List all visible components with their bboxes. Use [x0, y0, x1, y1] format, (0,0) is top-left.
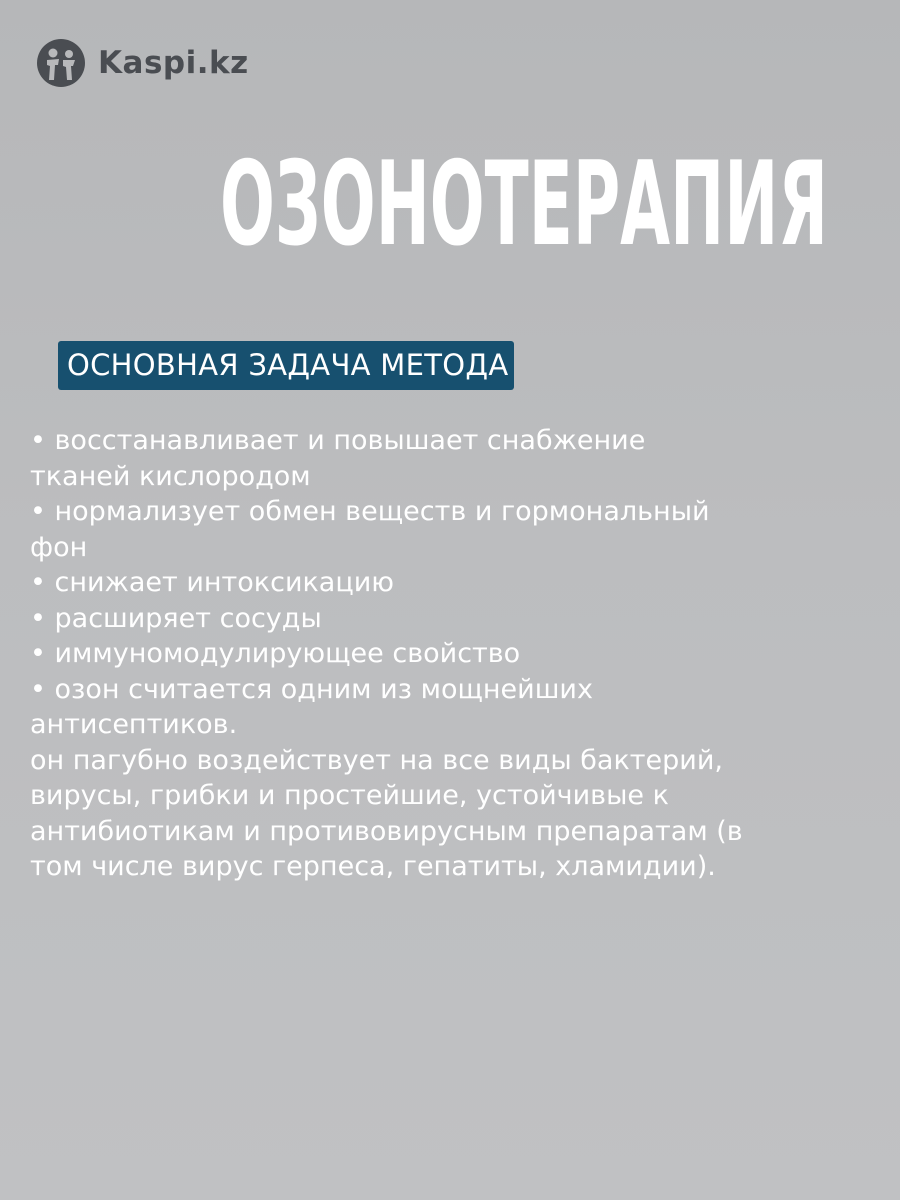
- text-line: фон: [30, 531, 88, 563]
- text-line: • нормализует обмен веществ и гормональный: [30, 496, 710, 527]
- title-text: ОЗОНОТЕРАПИЯ: [220, 137, 828, 272]
- text-line: антисептиков.: [30, 709, 238, 740]
- text-line: • озон считается одним из мощнейших: [30, 673, 593, 705]
- text-line: тканей кислородом: [30, 460, 311, 492]
- brand-name: Kaspi.kz: [98, 45, 249, 81]
- page-title: [220, 137, 840, 272]
- text-line: • снижает интоксикацию: [30, 567, 394, 598]
- text-line: вирусы, грибки и простейшие, устойчивые к: [30, 780, 669, 811]
- text-line: • расширяет сосуды: [30, 602, 322, 634]
- text-line: • иммуномодулирующее свойство: [30, 638, 521, 669]
- brand-logo: [36, 38, 249, 88]
- text-line: том числе вирус герпеса, гепатиты, хламидии).: [30, 851, 716, 882]
- text-line: антибиотикам и противовирусным препаратам (в: [30, 815, 743, 847]
- text-line: он пагубно воздействует на все виды бактерий,: [30, 744, 723, 776]
- kaspi-logo-icon: [36, 38, 86, 88]
- benefits-text: [30, 423, 875, 885]
- section-badge: ОСНОВНАЯ ЗАДАЧА МЕТОДА: [58, 341, 514, 390]
- text-line: • восстанавливает и повышает снабжение: [30, 425, 646, 456]
